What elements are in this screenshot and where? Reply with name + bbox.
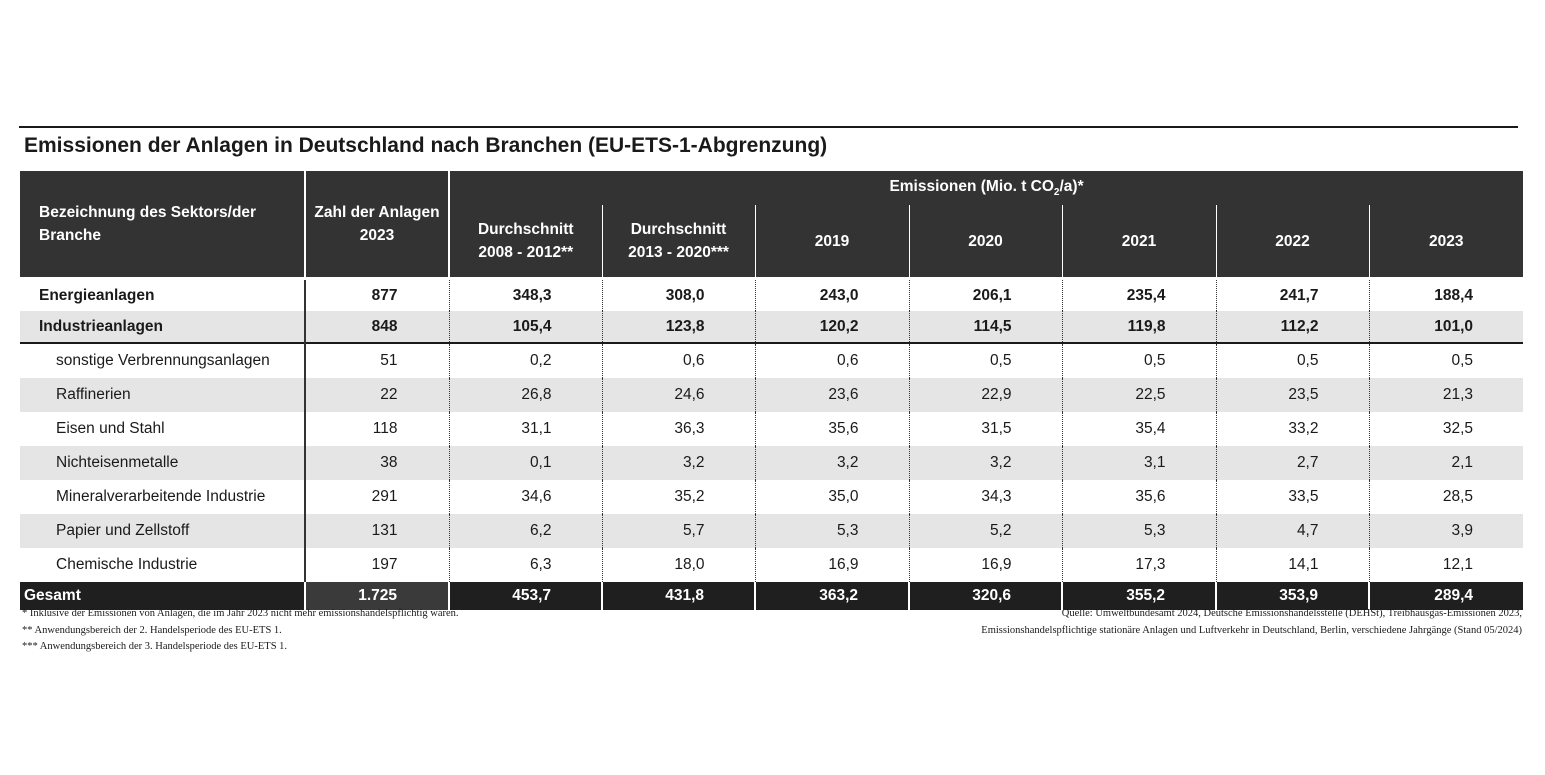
table-row-mineralverarbeitende-industrie [20,480,1523,514]
table-cell: 3,1 [1062,446,1216,480]
header-emissions-group: Emissionen (Mio. t $CO_2/a)*$ [449,171,1523,205]
table-row-chemische-industrie [20,548,1523,582]
top-rule [19,126,1518,128]
table-cell: 4,7 [1216,514,1369,548]
table-cell: 5,7 [602,514,755,548]
row-label: Chemische Industrie [56,556,198,573]
row-label: Industrieanlagen [20,311,305,343]
table-row-eisen-und-stahl [20,412,1523,446]
table-cell: 35,6 [755,412,909,446]
table-cell: 17,3 [1062,548,1216,582]
table-cell: 0,6 [755,343,909,378]
row-label: Raffinerien [20,378,305,412]
table-cell: 18,0 [602,548,755,582]
header-count: Zahl der Anlagen 2023 [305,171,449,279]
table-cell: 3,9 [1369,514,1523,548]
row-count: 131 [305,514,449,548]
table-cell: 32,5 [1369,412,1523,446]
header-period-2008-2012: Durchschnitt 2008 - 2012** [449,205,602,279]
row-count: 22 [305,378,449,412]
row-label: sonstige Verbrennungsanlagen [20,343,305,378]
table-cell: 206,1 [909,279,1062,312]
total-cell: 320,6 [909,582,1062,610]
table-cell: 112,2 [1216,311,1369,343]
row-count: 38 [305,446,449,480]
footnote: *** Anwendungsbereich der 3. Handelsperiode des EU-ETS 1. [22,641,288,652]
table-cell: 23,5 [1216,378,1369,412]
header-year: 2022 [1216,205,1369,279]
table-cell: 35,0 [755,480,909,514]
source-line: Emissionshandelspflichtige stationäre Anlagen und Luftverkehr in Deutschland, Berlin, verschiedene Jahrgänge (Stand 05/2024) [981,624,1522,636]
table-cell: 0,5 [909,343,1062,378]
table-cell: 3,2 [602,446,755,480]
row-label: Mineralverarbeitende Industrie [56,488,266,505]
footnotes [22,606,459,656]
row-label: Eisen und Stahl [56,420,165,437]
table-cell: 308,0 [602,279,755,312]
table-cell: 188,4 [1369,279,1523,312]
row-count: 848 [305,311,449,343]
table-cell: 0,5 [1216,343,1369,378]
table-cell: 5,2 [909,514,1062,548]
table-cell: 34,6 [449,480,602,514]
row-label: Energieanlagen [20,279,305,312]
table-row-raffinerien [20,378,1523,412]
table-cell: 14,1 [1216,548,1369,582]
total-cell: 355,2 [1062,582,1216,610]
header-sector: Bezeichnung des Sektors/der Branche [20,171,305,279]
footnote: * Inklusive der Emissionen von Anlagen, die im Jahr 2023 nicht mehr emissionshandelspflichtig waren. [22,608,459,619]
table-cell: 114,5 [909,311,1062,343]
table-cell: 0,1 [449,446,602,480]
table-row-nichteisenmetalle [20,446,1523,480]
total-cell: 363,2 [755,582,909,610]
table-cell: 33,5 [1216,480,1369,514]
table-cell: 120,2 [755,311,909,343]
table-row-energieanlagen [20,279,1523,312]
total-cell: 353,9 [1216,582,1369,610]
table-cell: 21,3 [1369,378,1523,412]
row-count: 291 [305,480,449,514]
table-cell: 2,7 [1216,446,1369,480]
table-cell: 105,4 [449,311,602,343]
source-line: Quelle: Umweltbundesamt 2024, Deutsche Emissionshandelsstelle (DEHSt), Treibhausgas-Emissionen 2023, [1061,608,1522,619]
header-row-1 [20,171,1523,205]
table-cell: 235,4 [1062,279,1216,312]
table-cell: 26,8 [449,378,602,412]
table-cell: 16,9 [909,548,1062,582]
total-cell: 453,7 [449,582,602,610]
table-cell: 33,2 [1216,412,1369,446]
header-year: 2020 [909,205,1062,279]
total-label: Gesamt [20,582,305,610]
table-cell: 101,0 [1369,311,1523,343]
table-cell: 0,5 [1369,343,1523,378]
table-cell: 35,4 [1062,412,1216,446]
table-cell: 3,2 [909,446,1062,480]
table-cell: 5,3 [755,514,909,548]
header-year: 2021 [1062,205,1216,279]
table-cell: 241,7 [1216,279,1369,312]
table-cell: 28,5 [1369,480,1523,514]
page-title: Emissionen der Anlagen in Deutschland nach Branchen (EU-ETS-1-Abgrenzung) [24,134,828,157]
source-note [981,606,1522,639]
table-cell: 6,2 [449,514,602,548]
header-year: 2023 [1369,205,1523,279]
table-cell: 0,5 [1062,343,1216,378]
total-cell: 431,8 [602,582,755,610]
total-cell: 289,4 [1369,582,1523,610]
table-cell: 5,3 [1062,514,1216,548]
row-label: Papier und Zellstoff [20,514,305,548]
row-count: 118 [305,412,449,446]
table-cell: 24,6 [602,378,755,412]
table-cell: 34,3 [909,480,1062,514]
table-cell: 35,2 [602,480,755,514]
table-cell: 119,8 [1062,311,1216,343]
table-cell: 6,3 [449,548,602,582]
table-cell: 35,6 [1062,480,1216,514]
table-cell: 36,3 [602,412,755,446]
table-row-industrieanlagen [20,311,1523,343]
row-label: Nichteisenmetalle [20,446,305,480]
table-cell: 12,1 [1369,548,1523,582]
footnote: ** Anwendungsbereich der 2. Handelsperiode des EU-ETS 1. [22,624,282,636]
table-cell: 123,8 [602,311,755,343]
row-count: 197 [305,548,449,582]
table-cell: 31,1 [449,412,602,446]
table-cell: 23,6 [755,378,909,412]
table-cell: 16,9 [755,548,909,582]
table-row-papier-und-zellstoff [20,514,1523,548]
total-count: 1.725 [305,582,449,610]
table-cell: 0,2 [449,343,602,378]
table-row-sonstige-verbrennungsanlagen [20,343,1523,378]
table-cell: 0,6 [602,343,755,378]
table-cell: 3,2 [755,446,909,480]
header-year: 2019 [755,205,909,279]
table-cell: 348,3 [449,279,602,312]
table-cell: 22,9 [909,378,1062,412]
table-cell: 31,5 [909,412,1062,446]
table-cell: 243,0 [755,279,909,312]
emissions-table [20,171,1523,610]
header-period-2013-2020: Durchschnitt 2013 - 2020*** [602,205,755,279]
row-count: 877 [305,279,449,312]
row-count: 51 [305,343,449,378]
table-cell: 22,5 [1062,378,1216,412]
table-cell: 2,1 [1369,446,1523,480]
